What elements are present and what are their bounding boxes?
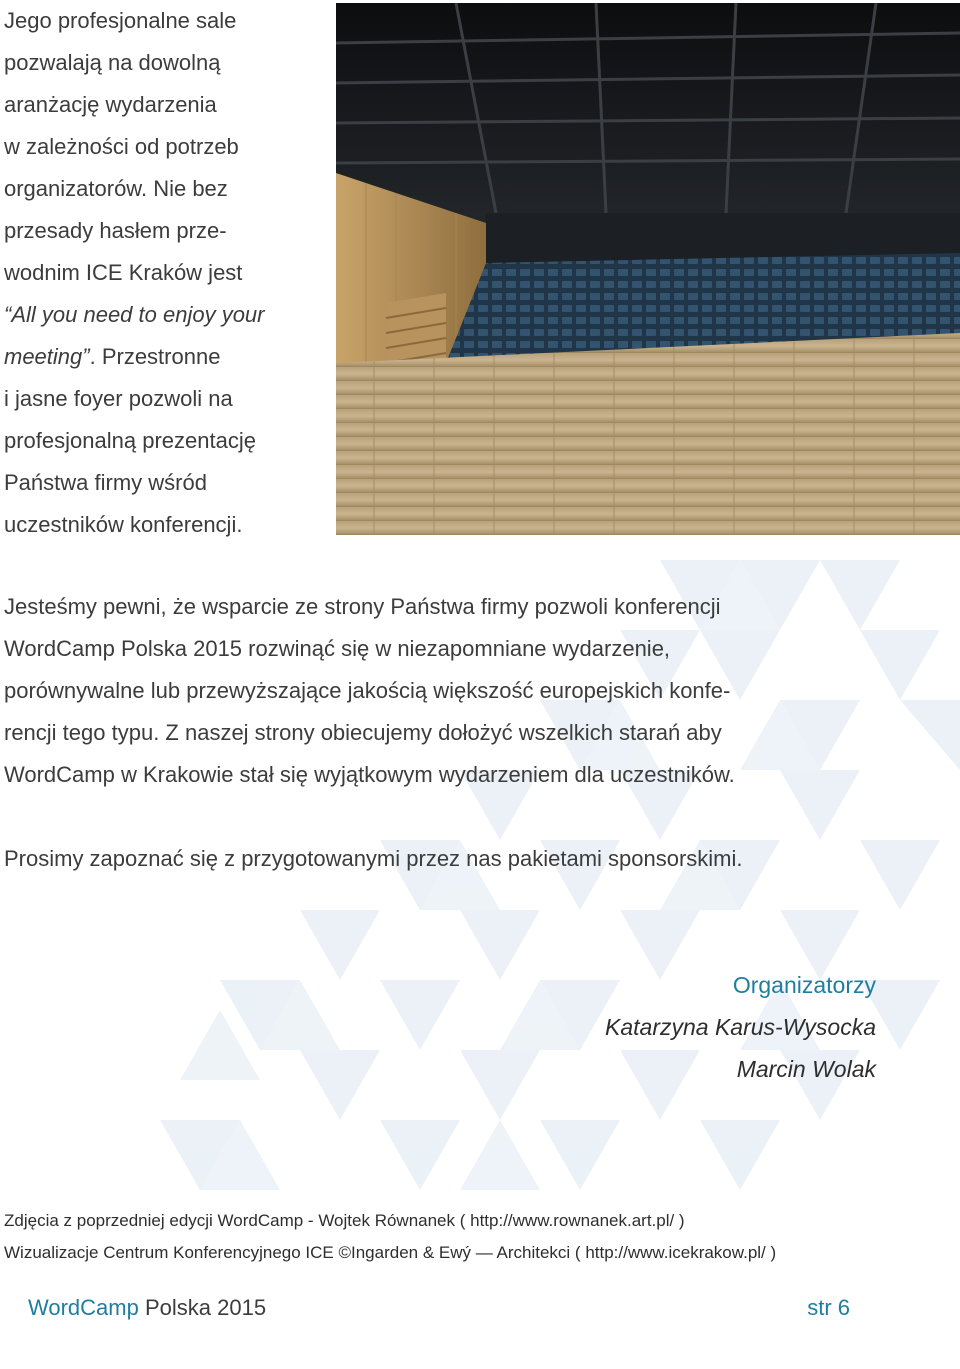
footer-brand [28,1290,266,1326]
intro-quote-line: “All you need to enjoy your [4,302,265,327]
conference-hall-photo [336,3,960,535]
intro-line: pozwalają na dowolną [4,50,221,75]
organizers-heading: Organizatorzy [732,972,876,998]
intro-text-block [4,0,324,546]
page-number: str 6 [807,1295,850,1320]
intro-line: organizatorów. Nie bez [4,176,228,201]
main-paragraph [4,586,954,796]
credits-block [4,1205,954,1269]
intro-line: wodnim ICE Kraków jest [4,260,243,285]
intro-line: i jasne foyer pozwoli na [4,386,233,411]
organizer-name: Katarzyna Karus-Wysocka [605,1014,876,1040]
intro-line: przesady hasłem prze- [4,218,227,243]
footer-brand-rest: Polska 2015 [138,1295,267,1320]
footer-brand-word: WordCamp [28,1295,139,1320]
hall-illustration [336,3,960,535]
intro-line: w zależności od potrzeb [4,134,239,159]
intro-line: uczestników konferencji. [4,512,243,537]
intro-line: Jego profesjonalne sale [4,8,237,33]
intro-line: profesjonalną prezentację [4,428,256,453]
paragraph-line: porównywalne lub przewyższające jakością większość europejskich konfe- [4,678,731,703]
organizer-name: Marcin Wolak [736,1056,876,1082]
paragraph-line: rencji tego typu. Z naszej strony obiecujemy dołożyć wszelkich starań aby [4,720,722,745]
organizers-block [605,964,876,1090]
paragraph-line: WordCamp w Krakowie stał się wyjątkowym wydarzeniem dla uczestników. [4,762,735,787]
intro-quote-line-end [4,336,324,378]
visualization-credit: Wizualizacje Centrum Konferencyjnego ICE ©Ingarden & Ewý — Architekci ( http://www.icekrakow.pl/ ) [4,1243,777,1262]
intro-line: aranżację wydarzenia [4,92,217,117]
paragraph-line: Jesteśmy pewni, że wsparcie ze strony Państwa firmy pozwoli konferencji [4,594,721,619]
paragraph-line: WordCamp Polska 2015 rozwinąć się w niezapomniane wydarzenie, [4,636,671,661]
photo-credit: Zdjęcia z poprzedniej edycji WordCamp - Wojtek Równanek ( http://www.rownanek.art.pl/ ) [4,1211,685,1230]
intro-quote-end: meeting” [4,344,90,369]
intro-line: Państwa firmy wśród [4,470,207,495]
intro-after-quote: . Przestronne [89,344,221,369]
closing-line: Prosimy zapoznać się z przygotowanymi przez nas pakietami sponsorskimi. [4,846,743,871]
